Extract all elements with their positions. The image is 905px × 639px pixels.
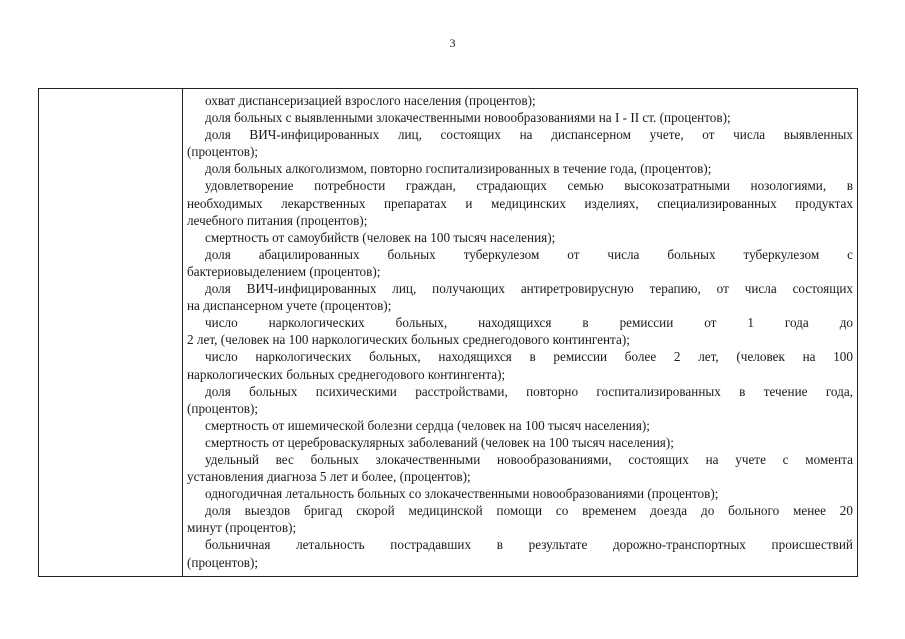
text-line: минут (процентов); — [187, 520, 297, 536]
table-right-cell — [187, 92, 853, 571]
text-line: доля абацилированных больных туберкулезом от числа больных туберкулезом с — [205, 246, 853, 262]
text-line: смертность от цереброваскулярных заболеваний (человек на 100 тысяч населения); — [205, 434, 674, 450]
text-line: (процентов); — [187, 144, 259, 160]
text-line: доля выездов бригад скорой медицинской помощи со временем доезда до больного менее 20 — [205, 503, 853, 519]
text-line: больничная летальность пострадавших в результате дорожно-транспортных происшествий — [205, 537, 853, 553]
text-line: доля больных психическими расстройствами, повторно госпитализированных в течение года, — [205, 383, 853, 399]
text-line: бактериовыделением (процентов); — [187, 263, 381, 279]
text-line: одногодичная летальность больных со злокачественными новообразованиями (процентов); — [205, 486, 719, 502]
text-line: наркологических больных среднегодового контингента); — [187, 366, 506, 382]
text-line: смертность от самоубийств (человек на 100 тысяч населения); — [205, 229, 556, 245]
text-line: (процентов); — [187, 400, 259, 416]
text-line: охват диспансеризацией взрослого населения (процентов); — [205, 93, 536, 108]
text-line: (процентов); — [187, 554, 259, 570]
text-line: число наркологических больных, находящихся в ремиссии более 2 лет, (человек на 100 — [205, 349, 853, 365]
text-line: лечебного питания (процентов); — [187, 212, 368, 228]
page-number: 3 — [449, 36, 456, 50]
text-line: 2 лет, (человек на 100 наркологических больных среднегодового контингента); — [187, 332, 630, 348]
text-line: доля ВИЧ-инфицированных лиц, получающих антиретровирусную терапию, от числа состоящих — [205, 281, 853, 297]
text-line: установления диагноза 5 лет и более, (процентов); — [187, 469, 471, 485]
table-left-cell — [39, 89, 183, 576]
text-line: удовлетворение потребности граждан, страдающих семью высокозатратными нозологиями, в — [205, 178, 853, 194]
text-line: удельный вес больных злокачественными новообразованиями, состоящих на учете с момента — [205, 451, 853, 467]
text-line: доля ВИЧ-инфицированных лиц, состоящих на диспансерном учете, от числа выявленных — [205, 127, 853, 143]
text-line: доля больных с выявленными злокачественными новообразованиями на I - II ст. (процентов); — [205, 110, 731, 126]
text-line: число наркологических больных, находящихся в ремиссии от 1 года до — [205, 315, 853, 331]
text-line: доля больных алкоголизмом, повторно госпитализированных в течение года, (процентов); — [205, 161, 712, 177]
text-line: на диспансерном учете (процентов); — [187, 298, 392, 314]
text-line: смертность от ишемической болезни сердца (человек на 100 тысяч населения); — [205, 417, 650, 433]
text-line: необходимых лекарственных препаратах и медицинских изделиях, специализированных продуктах — [187, 195, 853, 211]
indicator-table — [38, 88, 858, 577]
